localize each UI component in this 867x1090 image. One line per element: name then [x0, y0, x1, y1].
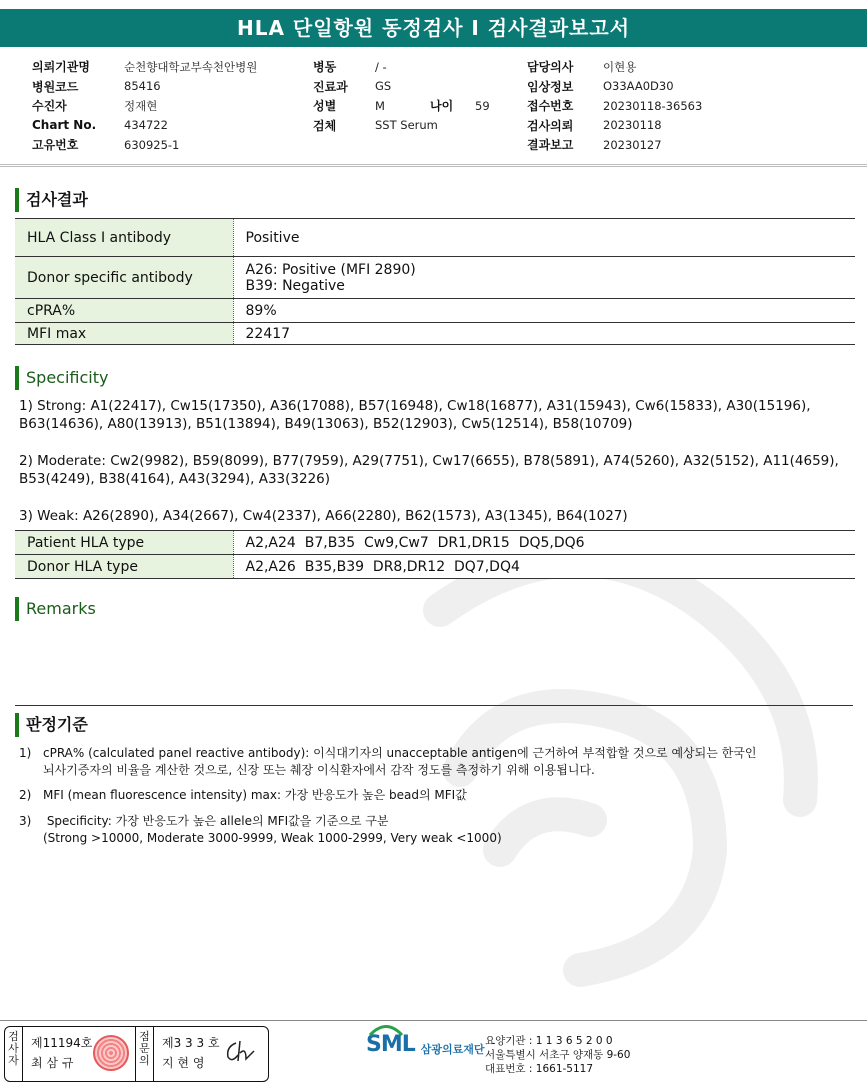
- reviewer-cell: [154, 1027, 268, 1081]
- logo-text: [366, 1032, 415, 1057]
- result-key: HLA Class I antibody: [15, 219, 233, 257]
- info-value: / -: [375, 59, 387, 74]
- reviewer-label: 점문의: [136, 1027, 154, 1081]
- footer-divider: [0, 1020, 867, 1021]
- info-label: 수진자: [32, 99, 67, 114]
- info-label: 검사의뢰: [527, 118, 574, 133]
- sml-logo: [366, 1032, 485, 1057]
- hla-type-table: [15, 530, 855, 579]
- criteria-line: cPRA% (calculated panel reactive antibody): 이식대기자의 unacceptable antigen에 근거하여 부적합할 것으로 예상되는 한국인: [43, 746, 757, 760]
- hla-type-value: A2,A26 B35,B39 DR8,DR12 DQ7,DQ4: [233, 555, 855, 579]
- info-column-3: [527, 57, 702, 155]
- criteria-heading: 판정기준: [15, 713, 88, 737]
- criteria-item: [19, 745, 849, 779]
- result-value: 22417: [233, 323, 855, 345]
- result-key: cPRA%: [15, 299, 233, 323]
- result-key: Donor specific antibody: [15, 257, 233, 299]
- info-row: [527, 135, 702, 155]
- info-value: 85416: [124, 79, 161, 94]
- info-label: 담당의사: [527, 60, 574, 75]
- result-value: [233, 257, 855, 299]
- info-row: [32, 96, 257, 116]
- result-value: Positive: [233, 219, 855, 257]
- address-line: 대표번호 : 1661-5117: [485, 1063, 594, 1075]
- info-row: [32, 135, 257, 155]
- specificity-weak: 3) Weak: A26(2890), A34(2667), Cw4(2337), A66(2280), B62(1573), A3(1345), B64(1027): [19, 508, 628, 524]
- info-value: 순천향대학교부속천안병원: [124, 59, 258, 74]
- info-row: [527, 57, 702, 77]
- hla-type-value: A2,A24 B7,B35 Cw9,Cw7 DR1,DR15 DQ5,DQ6: [233, 531, 855, 555]
- inspector-name: 최 삼 규: [31, 1056, 74, 1070]
- criteria-list: [19, 745, 849, 847]
- results-table: [15, 218, 855, 345]
- info-value: SST Serum: [375, 118, 438, 133]
- patient-info: [0, 55, 867, 167]
- info-label: 결과보고: [527, 138, 574, 153]
- info-value: 20230118-36563: [603, 98, 703, 113]
- info-label: 나이: [430, 99, 454, 114]
- info-value: 이현용: [603, 59, 637, 74]
- info-row: [527, 96, 702, 116]
- logo-text-value: SML: [366, 1032, 415, 1057]
- criteria-num: 2): [19, 788, 32, 802]
- specificity-heading: Specificity: [15, 366, 108, 390]
- info-column-2: [313, 57, 490, 135]
- inspector-cell: [23, 1027, 136, 1081]
- hla-type-key: Donor HLA type: [15, 555, 233, 579]
- info-row: [313, 96, 490, 116]
- info-value: 정재현: [124, 98, 158, 113]
- result-value: 89%: [233, 299, 855, 323]
- results-heading: 검사결과: [15, 188, 88, 212]
- table-row: [15, 555, 855, 579]
- info-value: 630925-1: [124, 137, 180, 152]
- info-row: [32, 116, 257, 136]
- info-label: 고유번호: [32, 138, 79, 153]
- criteria-line: Specificity: 가장 반응도가 높은 allele의 MFI값을 기준으로 구분: [43, 814, 389, 828]
- dsa-line-1: A26: Positive (MFI 2890): [245, 261, 416, 278]
- address-line: 서울특별시 서초구 양재동 9-60: [485, 1049, 631, 1061]
- table-row: [15, 257, 855, 299]
- inspector-no: 제11194호: [31, 1036, 93, 1050]
- info-row: [313, 77, 490, 97]
- signature-box: [4, 1026, 269, 1082]
- info-label: 진료과: [313, 79, 348, 94]
- info-row: [32, 77, 257, 97]
- reviewer-no: 제3 3 3 호: [162, 1036, 220, 1050]
- criteria-num: 3): [19, 814, 32, 828]
- logo-name: 삼광의료재단: [420, 1042, 485, 1056]
- report-title: HLA 단일항원 동정검사 I 검사결과보고서: [0, 9, 867, 47]
- info-label: 의뢰기관명: [32, 60, 90, 75]
- dsa-line-2: B39: Negative: [245, 277, 345, 294]
- info-label: 병원코드: [32, 79, 79, 94]
- table-row: [15, 323, 855, 345]
- info-label: 병동: [313, 60, 337, 75]
- info-label: 검체: [313, 118, 337, 133]
- seal-stamp-icon: [93, 1035, 129, 1071]
- criteria-line: 뇌사기증자의 비율을 계산한 것으로, 신장 또는 췌장 이식환자에서 감작 정도를 측정하기 위해 이용됩니다.: [43, 763, 595, 777]
- table-row: [15, 299, 855, 323]
- info-row: [527, 116, 702, 136]
- specificity-strong: 1) Strong: A1(22417), Cw15(17350), A36(17088), B57(16948), Cw18(16877), A31(15943), Cw6(15833), A30(15196), B63(14636), A80(13913), B51(13894), B49(13063), B52(12903), Cw5(12514), B58(10709): [19, 398, 811, 432]
- info-row: [527, 77, 702, 97]
- table-row: [15, 531, 855, 555]
- logo-arc-icon: [368, 1022, 404, 1036]
- info-value: 59: [475, 98, 490, 113]
- info-value: GS: [375, 79, 392, 94]
- remarks-heading: Remarks: [15, 597, 96, 621]
- info-value: O33AA0D30: [603, 79, 674, 94]
- info-column-1: [32, 57, 257, 155]
- reviewer-name: 지 현 영: [162, 1056, 205, 1070]
- remarks-divider: [15, 705, 853, 706]
- table-row: [15, 219, 855, 257]
- info-label: 임상정보: [527, 79, 574, 94]
- criteria-item: [19, 787, 849, 804]
- criteria-line: (Strong >10000, Moderate 3000-9999, Weak 1000-2999, Very weak <1000): [43, 831, 502, 845]
- address-line: 요양기관 : 1 1 3 6 5 2 0 0: [485, 1035, 613, 1047]
- info-row: [32, 57, 257, 77]
- info-value: 434722: [124, 118, 168, 133]
- criteria-line: MFI (mean fluorescence intensity) max: 가장 반응도가 높은 bead의 MFI값: [43, 788, 467, 802]
- criteria-item: [19, 813, 849, 847]
- specificity-moderate: 2) Moderate: Cw2(9982), B59(8099), B77(7959), A29(7751), Cw17(6655), B78(5891), A74(5260), A32(5152), A11(4659), B53(4249), B38(4164), A43(3294), A33(3226): [19, 453, 839, 487]
- info-row: [313, 116, 490, 136]
- criteria-num: 1): [19, 746, 32, 760]
- info-label: Chart No.: [32, 118, 97, 133]
- info-row: [313, 57, 490, 77]
- info-label: 성별: [313, 99, 337, 114]
- address-block: [485, 1034, 630, 1076]
- info-label: 접수번호: [527, 99, 574, 114]
- info-value: M: [375, 98, 385, 113]
- info-value: 20230127: [603, 137, 662, 152]
- inspector-label: 검사자: [5, 1027, 23, 1081]
- result-key: MFI max: [15, 323, 233, 345]
- info-value: 20230118: [603, 118, 662, 133]
- hla-type-key: Patient HLA type: [15, 531, 233, 555]
- signature-icon: [222, 1037, 256, 1065]
